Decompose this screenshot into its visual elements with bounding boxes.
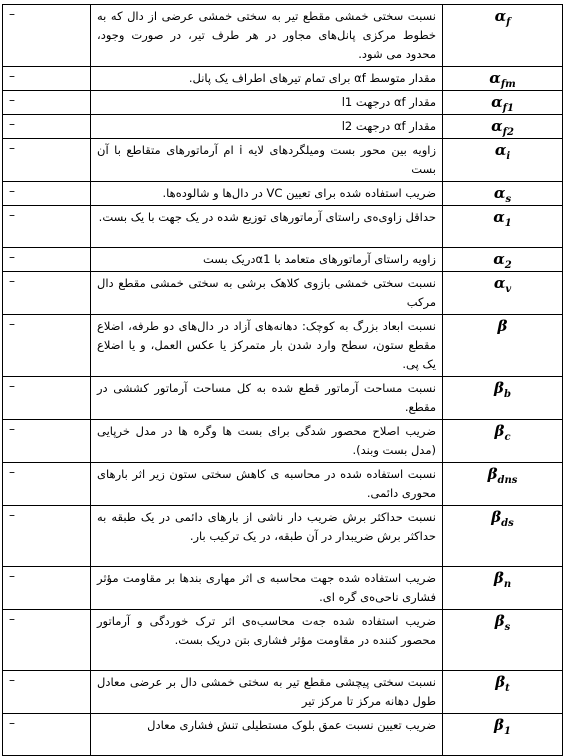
table-row bbox=[3, 91, 563, 115]
description-cell: حداقل زاوی‌ه‌ی راستای آرماتورهای توزیع شده در یک جهت با یک بست. bbox=[91, 206, 443, 248]
symbol-subscript: b bbox=[503, 389, 511, 400]
symbol-cell bbox=[443, 67, 563, 91]
symbol-subscript: c bbox=[504, 432, 511, 443]
unit-cell: – bbox=[3, 182, 91, 206]
table-row bbox=[3, 206, 563, 248]
symbol-cell bbox=[443, 420, 563, 463]
symbol-letter: β bbox=[497, 317, 508, 335]
table-row bbox=[3, 610, 563, 671]
table-row bbox=[3, 714, 563, 756]
symbol-subscript: f bbox=[506, 17, 511, 28]
symbol-subscript: 1 bbox=[504, 726, 511, 737]
unit-cell: – bbox=[3, 5, 91, 67]
symbol-subscript: s bbox=[504, 622, 511, 633]
table-row bbox=[3, 139, 563, 182]
table-row bbox=[3, 272, 563, 315]
description-cell: ضریب اصلاح محصور شدگی برای بست ها وگره ها در مدل خرپایی (مدل بست وبند). bbox=[91, 420, 443, 463]
unit-cell: – bbox=[3, 139, 91, 182]
symbol-letter: α bbox=[494, 7, 507, 25]
table-row bbox=[3, 420, 563, 463]
description-cell: ضریب استفاده شده جه‌ت محاسب‌ه‌ی اثر ترک خوردگی و آرماتور محصور کننده در مقاومت مؤثر فشاری بتن دریک بست. bbox=[91, 610, 443, 671]
symbol-subscript: f2 bbox=[502, 127, 514, 138]
unit-cell: – bbox=[3, 610, 91, 671]
symbol-cell bbox=[443, 377, 563, 420]
symbol-cell bbox=[443, 610, 563, 671]
unit-cell: – bbox=[3, 671, 91, 714]
description-cell: ضریب استفاده شده برای تعیین VC در دال‌ها و شالوده‌ها. bbox=[91, 182, 443, 206]
notation-table-body bbox=[3, 5, 563, 756]
table-row bbox=[3, 182, 563, 206]
symbol-cell bbox=[443, 5, 563, 67]
table-row bbox=[3, 115, 563, 139]
symbol-cell bbox=[443, 714, 563, 756]
symbol-subscript: t bbox=[505, 683, 510, 694]
symbol-cell bbox=[443, 671, 563, 714]
symbol-letter: α bbox=[491, 93, 503, 111]
symbol-cell bbox=[443, 139, 563, 182]
symbol-cell bbox=[443, 315, 563, 377]
symbol-letter: α bbox=[493, 184, 506, 202]
unit-cell: – bbox=[3, 206, 91, 248]
description-cell: نسبت مساحت آرماتور قطع شده به کل مساحت آرماتور کششی در مقطع. bbox=[91, 377, 443, 420]
description-cell: نسبت حداکثر برش ضریب دار ناشی از بارهای دائمی در یک طبقه به حداکثر برش ضریبدار در آن طبقه، در یک ترکیب بار. bbox=[91, 506, 443, 567]
table-row bbox=[3, 377, 563, 420]
symbol-subscript: s bbox=[505, 194, 512, 205]
symbol-cell bbox=[443, 206, 563, 248]
table-row bbox=[3, 315, 563, 377]
symbol-subscript: 1 bbox=[504, 218, 512, 229]
symbol-subscript: i bbox=[506, 151, 511, 162]
unit-cell: – bbox=[3, 91, 91, 115]
symbol-letter: β bbox=[494, 612, 505, 630]
symbol-letter: α bbox=[493, 274, 506, 292]
symbol-cell bbox=[443, 91, 563, 115]
symbol-cell bbox=[443, 115, 563, 139]
description-cell: نسبت سختی پیچشی مقطع تیر به سختی خمشی دال بر عرضی معادل طول دهانه مرکز تا مرکز تیر bbox=[91, 671, 443, 714]
notation-table bbox=[2, 4, 563, 756]
unit-cell: – bbox=[3, 248, 91, 272]
symbol-subscript: dns bbox=[497, 475, 518, 486]
table-row bbox=[3, 671, 563, 714]
description-cell: زاویه بین محور بست ومیلگردهای لایه i ام آرماتورهای متقاطع با آن بست bbox=[91, 139, 443, 182]
symbol-cell bbox=[443, 463, 563, 506]
symbol-subscript: n bbox=[503, 579, 512, 590]
symbol-letter: β bbox=[493, 569, 504, 587]
unit-cell: – bbox=[3, 463, 91, 506]
symbol-subscript: f1 bbox=[502, 103, 514, 114]
description-cell: مقدار αf درجهت l2 bbox=[91, 115, 443, 139]
unit-cell: – bbox=[3, 315, 91, 377]
symbol-cell bbox=[443, 272, 563, 315]
description-cell: نسبت سختی خمشی مقطع تیر به سختی خمشی عرضی از دال که به خطوط مرکزی پانل‌های مجاور در هر طرف تیر، در صورت وجود، محدود می شود. bbox=[91, 5, 443, 67]
unit-cell: – bbox=[3, 115, 91, 139]
symbol-letter: β bbox=[494, 379, 504, 397]
symbol-subscript: ds bbox=[501, 518, 514, 529]
table-row bbox=[3, 5, 563, 67]
symbol-cell bbox=[443, 248, 563, 272]
symbol-letter: β bbox=[487, 465, 498, 483]
description-cell: نسبت ابعاد بزرگ به کوچک: دهانه‌های آزاد در دال‌های دو طرفه، اضلاع مقطع ستون، سطح وارد شدن بار متمرکز یا عکس العمل، و یا اضلاع یک پی. bbox=[91, 315, 443, 377]
description-cell: زاویه راستای آرماتورهای متعامد با α1دریک بست bbox=[91, 248, 443, 272]
symbol-subscript: v bbox=[505, 284, 512, 295]
description-cell: ضریب استفاده شده جهت محاسبه ی اثر مهاری بندها بر مقاومت مؤثر فشاری ناحی‌ه‌ی گره ای. bbox=[91, 567, 443, 610]
symbol-letter: β bbox=[495, 673, 506, 691]
table-row bbox=[3, 567, 563, 610]
table-row bbox=[3, 506, 563, 567]
symbol-cell bbox=[443, 567, 563, 610]
description-cell: ضریب تعیین نسبت عمق بلوک مستطیلی تنش فشاری معادل bbox=[91, 714, 443, 756]
unit-cell: – bbox=[3, 420, 91, 463]
symbol-letter: α bbox=[493, 208, 505, 226]
table-row bbox=[3, 248, 563, 272]
unit-cell: – bbox=[3, 714, 91, 756]
symbol-letter: β bbox=[491, 508, 502, 526]
unit-cell: – bbox=[3, 567, 91, 610]
symbol-subscript: fm bbox=[500, 79, 516, 90]
symbol-letter: α bbox=[493, 250, 505, 268]
symbol-cell bbox=[443, 506, 563, 567]
symbol-cell bbox=[443, 182, 563, 206]
table-row bbox=[3, 67, 563, 91]
symbol-letter: α bbox=[489, 69, 501, 87]
description-cell: نسبت سختی خمشی بازوی کلاهک برشی به سختی خمشی مقطع دال مرکب bbox=[91, 272, 443, 315]
symbol-letter: β bbox=[494, 716, 504, 734]
description-cell: مقدار متوسط αf برای تمام تیرهای اطراف یک پانل. bbox=[91, 67, 443, 91]
symbol-letter: β bbox=[494, 422, 505, 440]
description-cell: مقدار αf درجهت l1 bbox=[91, 91, 443, 115]
unit-cell: – bbox=[3, 506, 91, 567]
unit-cell: – bbox=[3, 67, 91, 91]
table-row bbox=[3, 463, 563, 506]
symbol-letter: α bbox=[494, 141, 507, 159]
description-cell: نسبت استفاده شده در محاسبه ی کاهش سختی ستون زیر اثر بارهای محوری دائمی. bbox=[91, 463, 443, 506]
unit-cell: – bbox=[3, 377, 91, 420]
symbol-subscript: 2 bbox=[504, 260, 512, 271]
symbol-letter: α bbox=[491, 117, 503, 135]
unit-cell: – bbox=[3, 272, 91, 315]
